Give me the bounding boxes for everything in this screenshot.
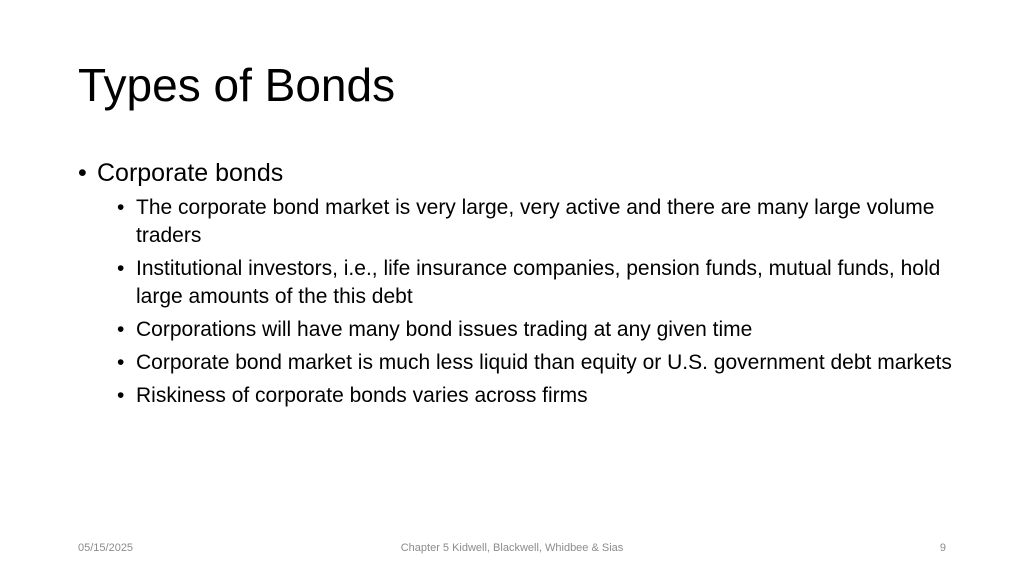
main-bullet-item bbox=[78, 156, 958, 190]
bullet-dot-icon: • bbox=[78, 159, 87, 187]
sub-bullet-list bbox=[78, 194, 958, 410]
main-bullet-text: Corporate bonds bbox=[97, 159, 284, 187]
footer-chapter: Chapter 5 Kidwell, Blackwell, Whidbee & Sias bbox=[400, 542, 624, 554]
footer-date: 05/15/2025 bbox=[78, 542, 134, 554]
sub-bullet-text: Corporate bond market is much less liquid than equity or U.S. government debt markets bbox=[136, 351, 952, 374]
sub-bullet-item bbox=[117, 255, 958, 311]
bullet-dot-icon: • bbox=[117, 257, 125, 280]
sub-bullet-text: Institutional investors, i.e., life insurance companies, pension funds, mutual funds, hold large amounts of the this debt bbox=[136, 257, 941, 308]
sub-bullet-text: Corporations will have many bond issues trading at any given time bbox=[136, 318, 753, 341]
bullet-dot-icon: • bbox=[117, 384, 125, 407]
slide-content bbox=[78, 156, 958, 415]
footer-page-number: 9 bbox=[939, 542, 946, 554]
sub-bullet-item bbox=[117, 194, 958, 250]
bullet-dot-icon: • bbox=[117, 196, 125, 219]
sub-bullet-text: Riskiness of corporate bonds varies across firms bbox=[136, 384, 588, 407]
sub-bullet-item bbox=[117, 349, 958, 377]
slide-title: Types of Bonds bbox=[78, 59, 396, 111]
sub-bullet-item bbox=[117, 316, 958, 344]
sub-bullet-item bbox=[117, 382, 958, 410]
bullet-dot-icon: • bbox=[117, 318, 125, 341]
sub-bullet-text: The corporate bond market is very large, very active and there are many large volume traders bbox=[136, 196, 935, 247]
bullet-dot-icon: • bbox=[117, 351, 125, 374]
